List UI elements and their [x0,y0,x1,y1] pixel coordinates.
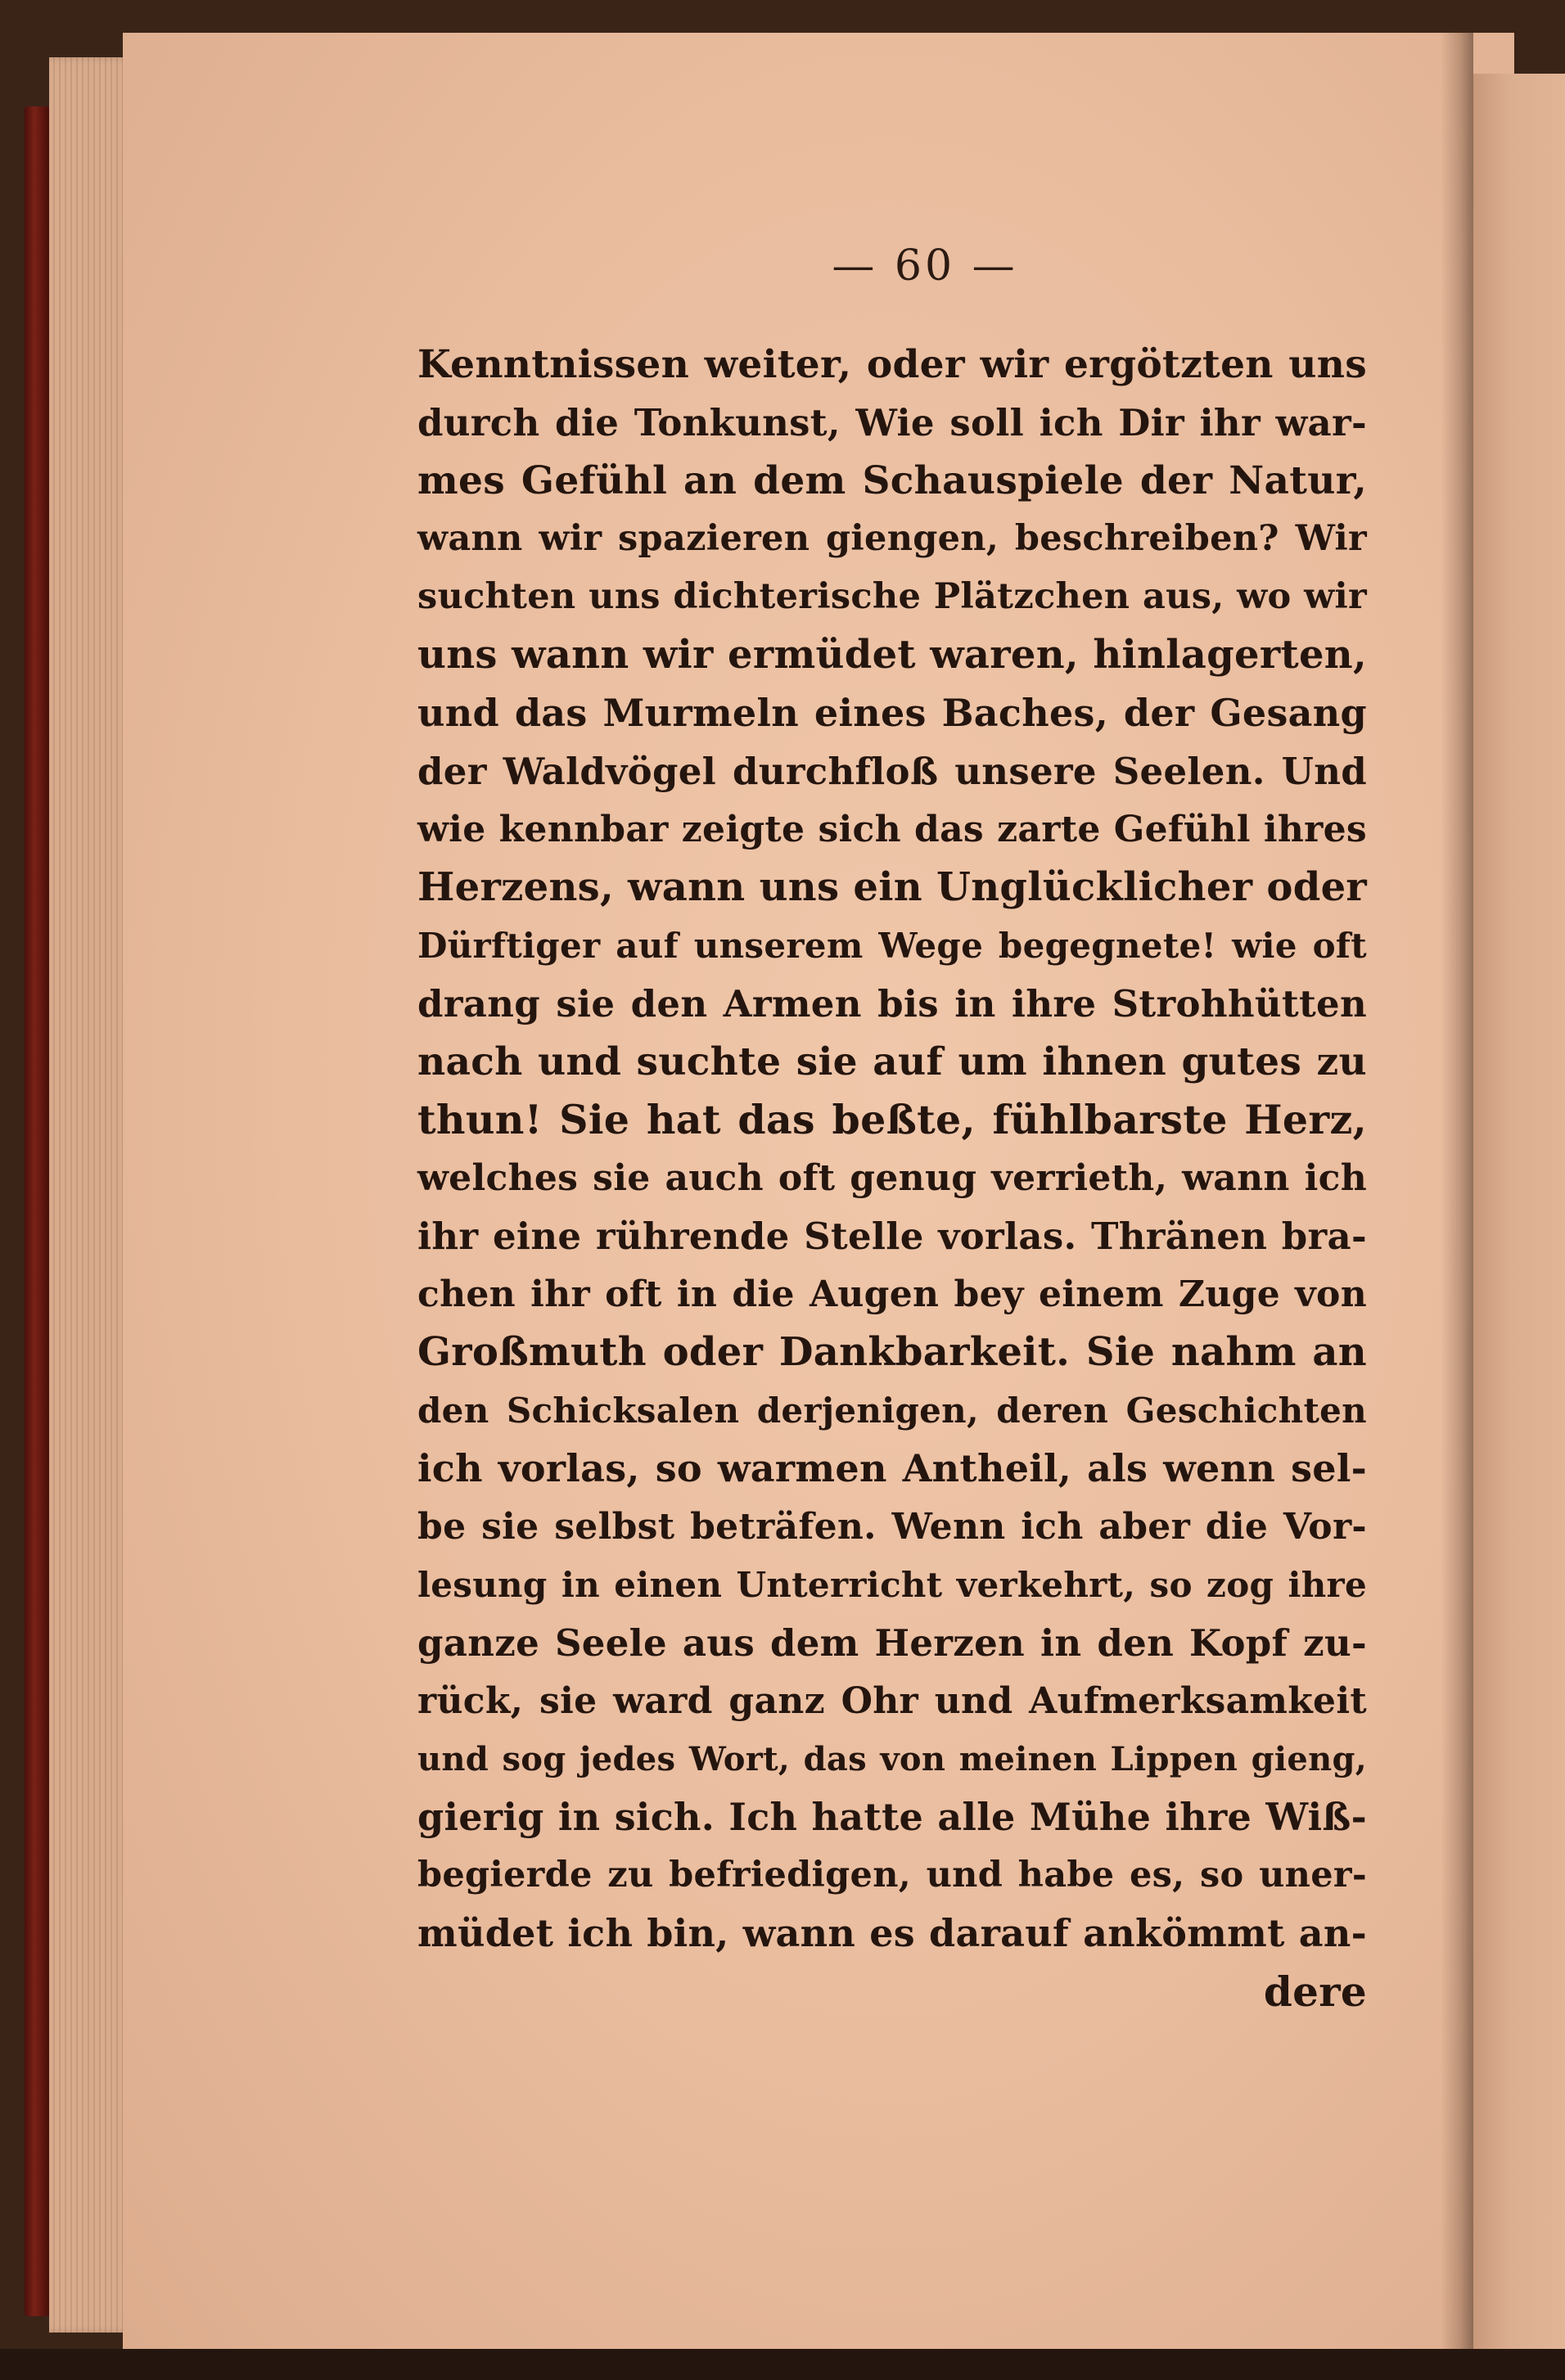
text-line: Herzens, wann uns ein Unglücklicher oder [417,864,1367,910]
text-line: suchten uns dichterische Plätzchen aus, wo wir [417,576,1367,617]
text-line: ich vorlas, so warmen Antheil, als wenn sel- [417,1446,1367,1490]
text-line: rück, sie ward ganz Ohr und Aufmerksamkeit [417,1680,1367,1722]
text-line: Großmuth oder Dankbarkeit. Sie nahm an [417,1329,1367,1375]
text-line: mes Gefühl an dem Schauspiele der Natur, [417,458,1367,503]
book-cover-edge [25,106,52,2316]
text-line: begierde zu befriedigen, und habe es, so uner- [417,1855,1367,1895]
body-text [417,336,1367,2021]
text-line: müdet ich bin, wann es darauf ankömmt an- [417,1911,1367,1955]
text-line: und sog jedes Wort, das von meinen Lippen gieng, [417,1740,1367,1778]
text-line: Dürftiger auf unserem Wege begegnete! wie oft [417,926,1367,966]
text-line: uns wann wir ermüdet waren, hinlagerten, [417,632,1367,678]
text-line: lesung in einen Unterricht verkehrt, so zog ihre [417,1565,1367,1605]
text-line: den Schicksalen derjenigen, deren Geschichten [417,1391,1367,1431]
gutter-shadow [1441,33,1473,2357]
text-line: Kenntnissen weiter, oder wir ergötzten uns [417,342,1367,387]
text-line: ihr eine rührende Stelle vorlas. Thränen bra- [417,1215,1367,1258]
text-line: und das Murmeln eines Baches, der Gesang [417,691,1367,735]
text-line: be sie selbst beträfen. Wenn ich aber die Vor- [417,1506,1367,1548]
text-line: ganze Seele aus dem Herzen in den Kopf zu- [417,1621,1367,1665]
text-line: nach und suchte sie auf um ihnen gutes zu [417,1039,1367,1084]
text-line: thun! Sie hat das beßte, fühlbarste Herz, [417,1096,1367,1143]
facing-page-edge [1473,74,1565,2357]
catchword: dere [1263,1968,1367,2016]
page-number: — 60 — [832,241,1018,291]
text-line: wann wir spazieren giengen, beschreiben? Wir [417,518,1367,559]
text-line: durch die Tonkunst, Wie soll ich Dir ihr war- [417,401,1367,444]
text-line: der Waldvögel durchfloß unsere Seelen. Und [417,750,1367,793]
text-line: gierig in sich. Ich hatte alle Mühe ihre Wiß- [417,1795,1367,1839]
text-line: drang sie den Armen bis in ihre Strohhütten [417,982,1367,1025]
text-line: chen ihr oft in die Augen bey einem Zuge von [417,1273,1367,1315]
scan-bottom-strip [0,2349,1565,2380]
text-line: welches sie auch oft genug verrieth, wann ich [417,1157,1367,1199]
text-line: wie kennbar zeigte sich das zarte Gefühl ihres [417,809,1367,850]
